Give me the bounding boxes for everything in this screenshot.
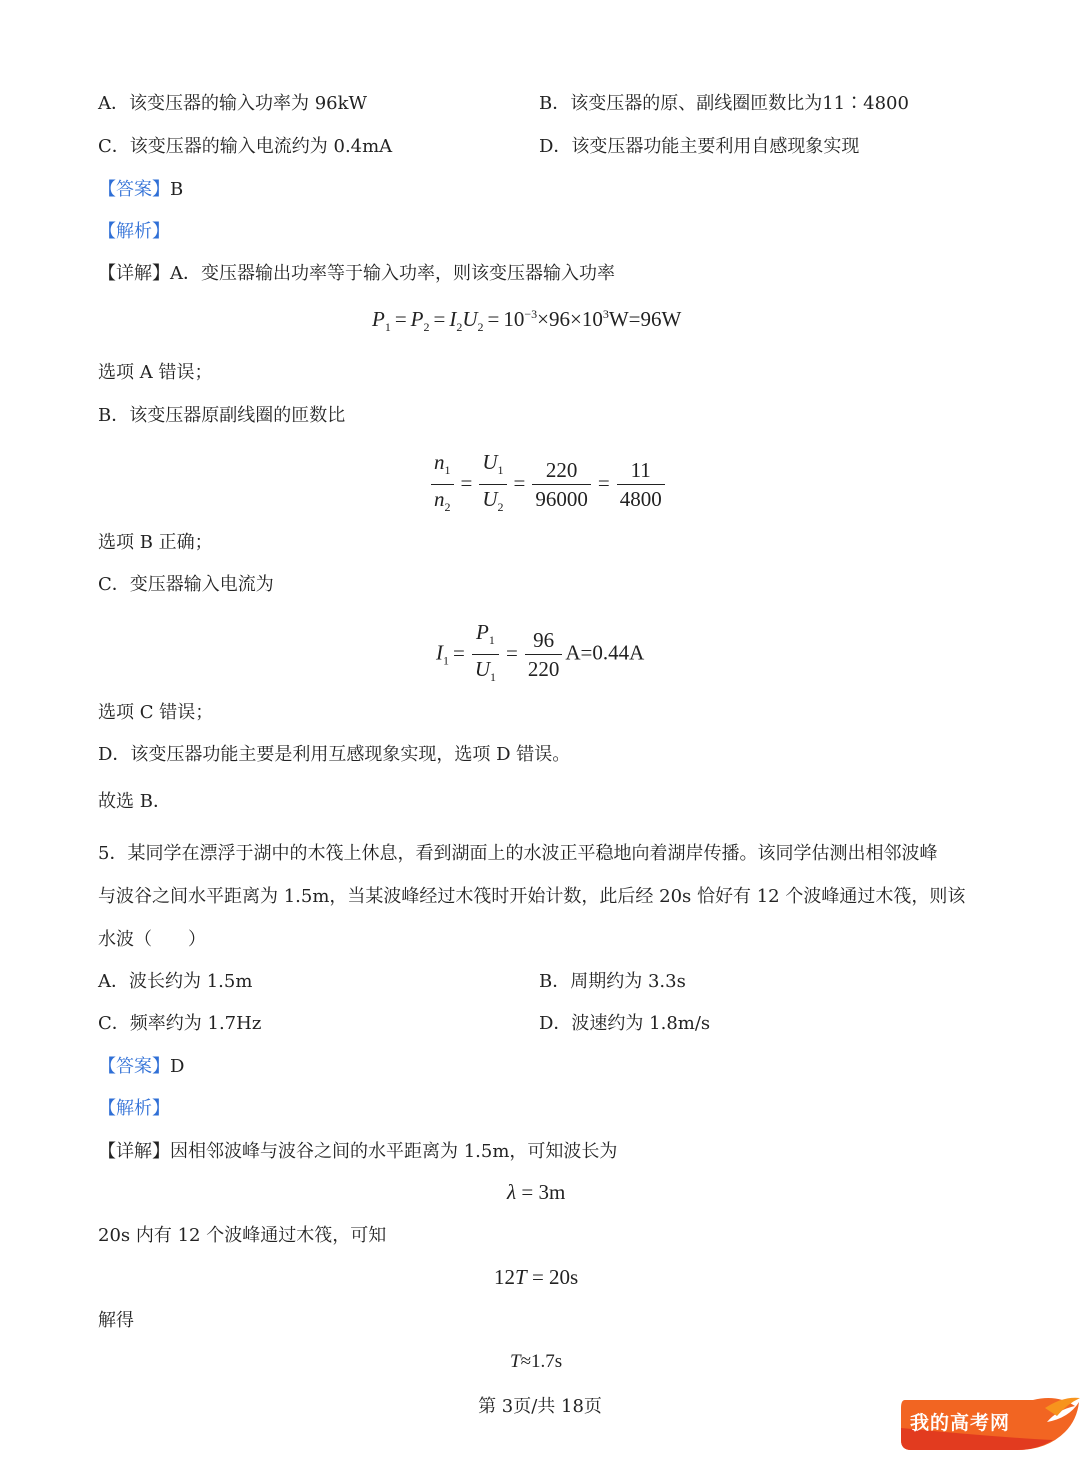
q4-option-d: D．该变压器功能主要利用自感现象实现 bbox=[539, 136, 860, 157]
q4-conclusion: 故选 B． bbox=[98, 791, 171, 812]
q5-solve: 解得 bbox=[98, 1310, 134, 1331]
answer-value: B bbox=[170, 179, 184, 200]
q4-analysis-tag: 【解析】 bbox=[98, 221, 170, 242]
equation-result: T≈1.7s bbox=[510, 1351, 563, 1372]
q4-b-right: 选项 B 正确； bbox=[98, 532, 213, 553]
equation-period: 12T = 20s bbox=[494, 1265, 579, 1289]
logo-text: 我的高考网 bbox=[910, 1412, 1011, 1434]
answer-tag: 【答案】 bbox=[98, 1056, 170, 1077]
q4-option-a: A．该变压器的输入功率为 96kW bbox=[98, 93, 368, 114]
q4-a-wrong: 选项 A 错误； bbox=[98, 362, 213, 383]
q4-d-line: D．该变压器功能主要是利用互感现象实现，选项 D 错误。 bbox=[98, 744, 571, 765]
q4-answer-line bbox=[98, 178, 183, 202]
equation-power: $P_1 = P_2 = I_2U_2 = 10^{-3}\times 96\times 10^3W=96W$ bbox=[372, 307, 682, 335]
q5-stem-line-1: 5．某同学在漂浮于湖中的木筏上休息，看到湖面上的水波正平稳地向着湖岸传播。该同学估测出相邻波峰 bbox=[98, 843, 938, 864]
q4-option-c: C．该变压器的输入电流约为 0.4mA bbox=[98, 136, 393, 157]
q5-stem-line-2: 与波谷之间水平距离为 1.5m，当某波峰经过木筏时开始计数，此后经 20s 恰好有 12 个波峰通过木筏，则该 bbox=[98, 886, 966, 907]
q5-line-2: 20s 内有 12 个波峰通过木筏，可知 bbox=[98, 1225, 387, 1246]
answer-tag: 【答案】 bbox=[98, 179, 170, 200]
q5-detail: 【详解】因相邻波峰与波谷之间的水平距离为 1.5m，可知波长为 bbox=[98, 1141, 618, 1162]
equation-current: $I_1$ = $\frac{P_1}{U_1}$ = $\frac{96}{220}$ A=0.44A bbox=[436, 620, 645, 685]
q5-answer-line bbox=[98, 1055, 184, 1079]
answer-value: D bbox=[170, 1056, 185, 1077]
q5-option-a: A．波长约为 1.5m bbox=[98, 971, 253, 992]
q4-c-intro: C．变压器输入电流为 bbox=[98, 574, 274, 595]
q4-c-wrong: 选项 C 错误； bbox=[98, 702, 214, 723]
equation-turns-ratio: $\frac{n_1}{n_2}$ = $\frac{U_1}{U_2}$ = $\frac{220}{96000}$ = $\frac{11}{4800}$ bbox=[428, 448, 668, 521]
q5-option-b: B．周期约为 3.3s bbox=[539, 971, 686, 992]
q4-detail-a: 【详解】A．变压器输出功率等于输入功率，则该变压器输入功率 bbox=[98, 263, 615, 284]
q5-analysis-tag: 【解析】 bbox=[98, 1098, 170, 1119]
q4-b-intro: B．该变压器原副线圈的匝数比 bbox=[98, 405, 346, 426]
q5-option-d: D．波速约为 1.8m/s bbox=[539, 1013, 711, 1034]
page-number: 第 3页/共 18页 bbox=[478, 1396, 602, 1417]
q4-option-b: B．该变压器的原、副线圈匝数比为11∶4800 bbox=[539, 93, 909, 114]
equation-wavelength: λ = 3m bbox=[507, 1180, 566, 1204]
q5-stem-line-3: 水波（ ） bbox=[98, 929, 206, 950]
q5-option-c: C．频率约为 1.7Hz bbox=[98, 1013, 262, 1034]
